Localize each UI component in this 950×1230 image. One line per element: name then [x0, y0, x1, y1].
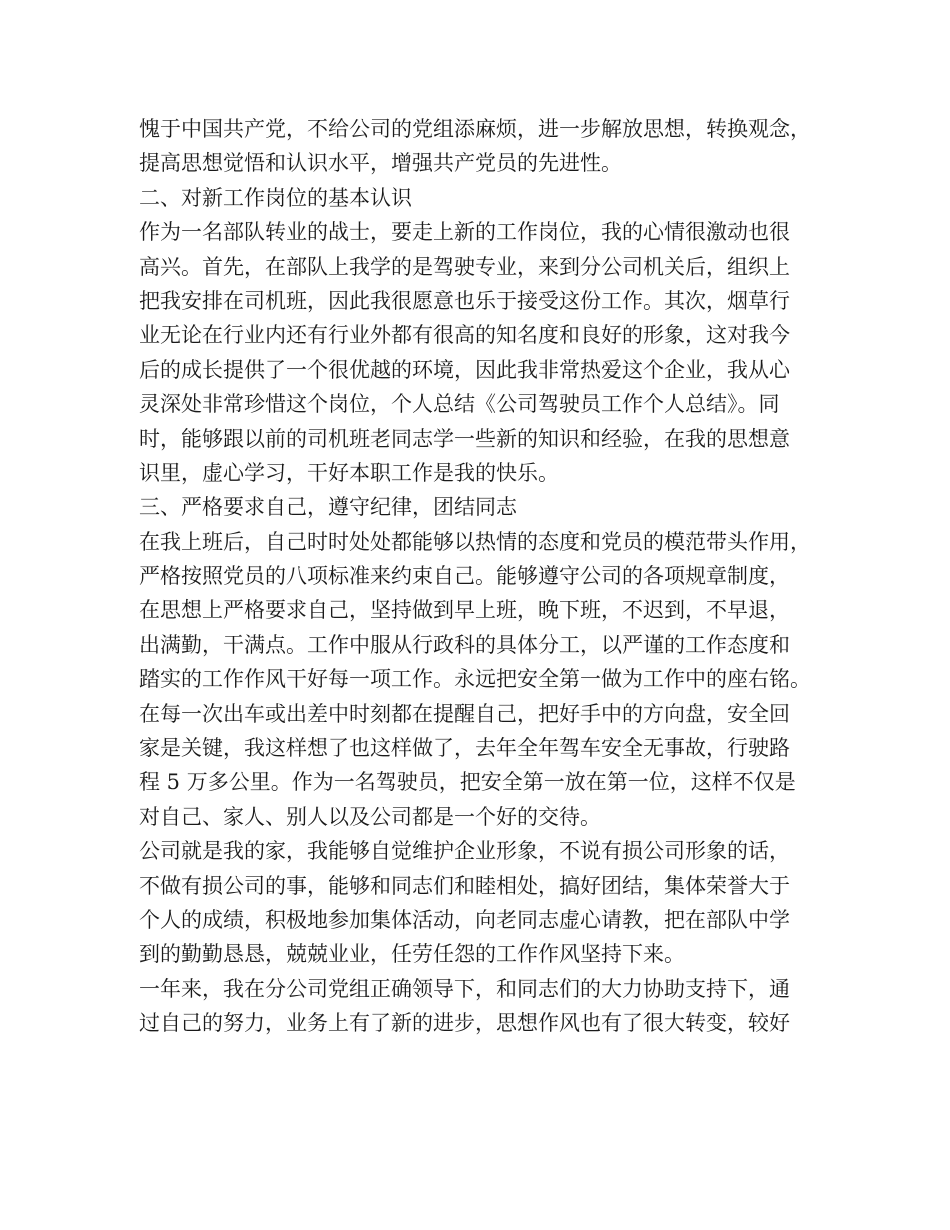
text-line: 提高思想觉悟和认识水平，增强共产党员的先进性。 — [139, 151, 622, 176]
text-line: 出满勤，干满点。工作中服从行政科的具体分工，以严谨的工作态度和 — [139, 632, 790, 657]
text-line: 过自己的努力，业务上有了新的进步，思想作风也有了很大转变，较好 — [139, 1011, 790, 1036]
text-line: 踏实的工作作风干好每一项工作。永远把安全第一做为工作中的座右铭。 — [139, 667, 811, 692]
text-line: 作为一名部队转业的战士，要走上新的工作岗位，我的心情很激动也很 — [139, 220, 790, 245]
text-line: 不做有损公司的事，能够和同志们和睦相处，搞好团结，集体荣誉大于 — [139, 873, 790, 898]
text-line: 后的成长提供了一个很优越的环境，因此我非常热爱这个企业，我从心 — [139, 357, 790, 382]
text-line: 家是关键，我这样想了也这样做了，去年全年驾车安全无事故，行驶路 — [139, 736, 790, 761]
text-line: 在思想上严格要求自己，坚持做到早上班，晚下班，不迟到，不早退， — [139, 598, 790, 623]
text-line: 时，能够跟以前的司机班老同志学一些新的知识和经验，在我的思想意 — [139, 426, 790, 451]
text-line: 把我安排在司机班，因此我很愿意也乐于接受这份工作。其次，烟草行 — [139, 288, 790, 313]
section-heading: 三、严格要求自己，遵守纪律，团结同志 — [139, 495, 517, 520]
body-text — [139, 112, 839, 1041]
text-line: 在我上班后，自己时时处处都能够以热情的态度和党员的模范带头作用， — [139, 529, 811, 554]
text-line: 业无论在行业内还有行业外都有很高的知名度和良好的形象，这对我今 — [139, 323, 790, 348]
text-line: 严格按照党员的八项标准来约束自己。能够遵守公司的各项规章制度， — [139, 564, 790, 589]
text-line: 识里，虚心学习，干好本职工作是我的快乐。 — [139, 460, 559, 485]
text-line: 对自己、家人、别人以及公司都是一个好的交待。 — [139, 804, 601, 829]
text-line: 愧于中国共产党，不给公司的党组添麻烦，进一步解放思想，转换观念， — [139, 117, 811, 141]
text-line: 程 5 万多公里。作为一名驾驶员，把安全第一放在第一位，这样不仅是 — [139, 770, 796, 795]
text-line: 在每一次出车或出差中时刻都在提醒自己，把好手中的方向盘，安全回 — [139, 701, 790, 726]
text-line: 灵深处非常珍惜这个岗位，个人总结《公司驾驶员工作个人总结》。同 — [139, 392, 780, 417]
text-line: 到的勤勤恳恳，兢兢业业，任劳任怨的工作作风坚持下来。 — [139, 942, 685, 967]
text-line: 个人的成绩，积极地参加集体活动，向老同志虚心请教，把在部队中学 — [139, 907, 790, 932]
section-heading: 二、对新工作岗位的基本认识 — [139, 185, 412, 210]
text-line: 公司就是我的家，我能够自觉维护企业形象，不说有损公司形象的话， — [139, 839, 790, 864]
text-line: 一年来，我在分公司党组正确领导下，和同志们的大力协助支持下，通 — [139, 976, 790, 1001]
text-line: 高兴。首先，在部队上我学的是驾驶专业，来到分公司机关后，组织上 — [139, 254, 790, 279]
